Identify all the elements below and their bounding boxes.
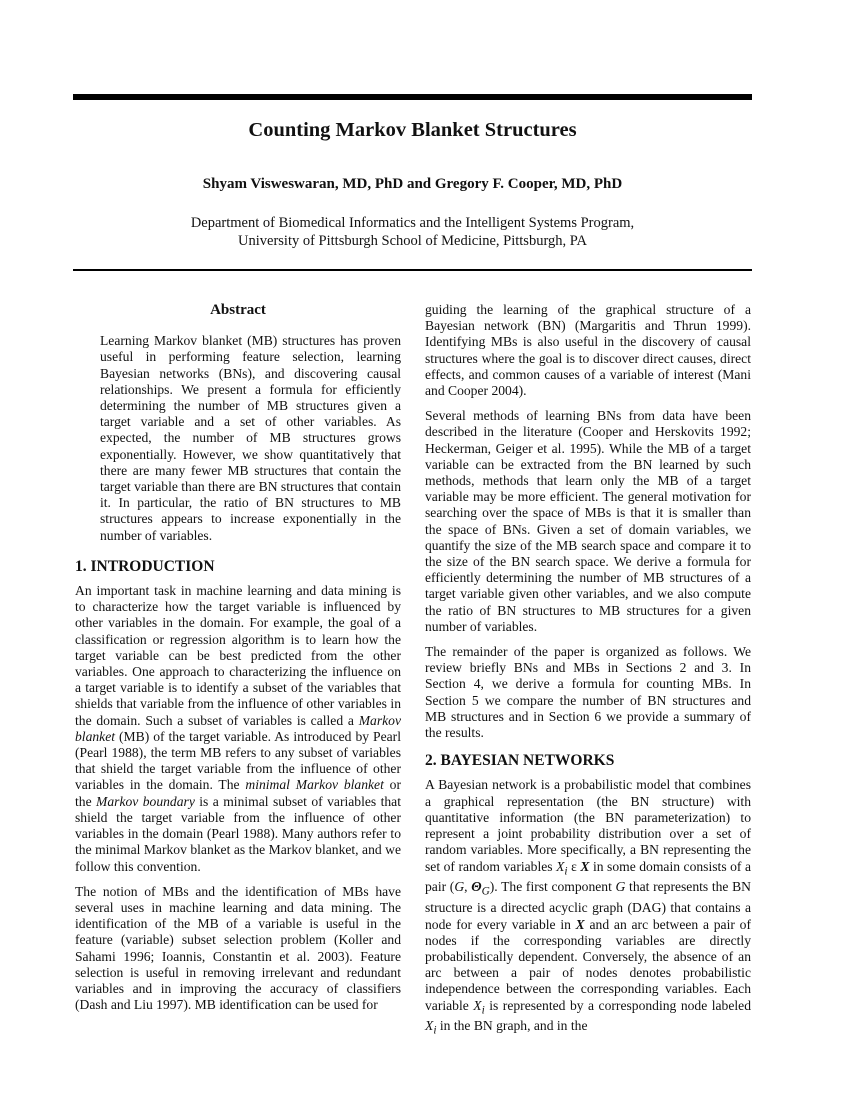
term-markov-boundary: Markov boundary <box>96 793 195 809</box>
bn-paragraph-1: A Bayesian network is a probabilistic model that combines a graphical representation (the BN structure) with quantitative information (the BN parameterization) to represent a joint probability distribution over a set of random variables. More specifically, a BN representing the set of random variables $X_i$ ε X in some domain consists of a pair (G, $\Theta_G$). The first component G that represents the BN structure is a directed acyclic graph (DAG) that contains a node for every variable in X and an arc between a pair of nodes if the corresponding variables are directly probabilistically dependent. Conversely, the absence of an arc between a pair of nodes denotes probabilistic independence between the corresponding variables. Each variable $X_i$ is represented by a corresponding node labeled $X_i$ in the BN graph, and in the <box>425 777 752 1038</box>
intro-paragraph-2: The notion of MBs and the identification of MBs have several uses in machine learning and data mining. The identification of the MB of a variable is useful in the feature (variable) subset selection problem (Koller and Sahami 1996; Ioannis, Constantin et al. 2003). Feature selection is useful in removing irrelevant and redundant variables and in improving the accuracy of classifiers (Dash and Liu 1997). MB identification can be used for <box>75 883 401 1013</box>
intro-paragraph-5: The remainder of the paper is organized as follows. We review briefly BNs and MBs in Sections 2 and 3. In Section 4, we derive a formula for counting MBs. In Section 5 we compare the number of BN structures and MB structures and in Section 6 we provide a summary of the results. <box>425 644 751 741</box>
authors: Shyam Visweswaran, MD, PhD and Gregory F. Cooper, MD, PhD <box>202 176 623 192</box>
term-markov-blanket: Markov blanket <box>75 712 401 744</box>
term-minimal-markov-blanket: minimal Markov blanket <box>245 777 384 793</box>
abstract-heading: Abstract <box>210 302 266 318</box>
top-rule <box>73 94 752 100</box>
affiliation-line-2: University of Pittsburgh School of Medicine, Pittsburgh, PA <box>238 233 587 249</box>
affiliation <box>73 214 752 250</box>
right-column <box>425 302 751 1048</box>
intro-paragraph-4: Several methods of learning BNs from data have been described in the literature (Cooper and Herskovits 1992; Heckerman, Geiger et al. 1995). While the MB of a target variable can be extracted from the BN learned by such methods, methods that learn only the MB of a target variable may be more efficient. The general motivation for searching over the space of MBs is that it is smaller than the space of BNs. Given a set of domain variables, we quantify the size of the MB search space and compare it to the size of the BN search space. We derive a formula for efficiently determining the number of MB structures of a target variable given other variables, and we also compute the ratio of BN structures to MB structures for a given number of variables. <box>425 408 751 634</box>
intro-paragraph-1: An important task in machine learning and data mining is to characterize how the target variable is influenced by other variables in the domain. For example, the goal of a classification or regression algorithm is to learn how the target variable can be best predicted from the other variables. One approach to characterizing the influence on a target variable is to identify a subset of the variables that shields that variable from the influence of other variables in the domain. Such a subset of variables is called a Markov blanket (MB) of the target variable. As introduced by Pearl (Pearl 1988), the term MB refers to any subset of variables that shield the target variable from the influence of other variables in the domain. The minimal Markov blanket or the Markov boundary is a minimal subset of variables that shield the target variable from the influence of other variables in the domain (Pearl 1988). Many authors refer to the minimal Markov blanket as the Markov blanket, and we follow this convention. <box>75 583 401 874</box>
header-rule <box>73 269 752 271</box>
introduction-heading: 1. INTRODUCTION <box>75 557 215 575</box>
left-column <box>75 302 401 1022</box>
bayesian-networks-heading: 2. BAYESIAN NETWORKS <box>425 752 615 770</box>
paper-title: Counting Markov Blanket Structures <box>248 119 577 141</box>
affiliation-line-1: Department of Biomedical Informatics and the Intelligent Systems Program, <box>190 215 635 231</box>
intro-paragraph-3: guiding the learning of the graphical structure of a Bayesian network (BN) (Margaritis and Thrun 1999). Identifying MBs is also useful in the discovery of causal structures where the goal is to discover direct causes, direct effects, and common causes of a variable of interest (Mani and Cooper 2004). <box>425 302 751 399</box>
abstract-text: Learning Markov blanket (MB) structures has proven useful in performing feature selection, learning Bayesian networks (BNs), and discovering causal relationships. We present a formula for efficiently determining the number of MB structures given a target variable and a set of other variables. As expected, the number of MB structures grows exponentially. However, we show quantitatively that there are many fewer MB structures that contain the target variable than there are BN structures that contain it. In particular, the ratio of BN structures to MB structures appears to increase exponentially in the number of variables. <box>100 333 401 543</box>
